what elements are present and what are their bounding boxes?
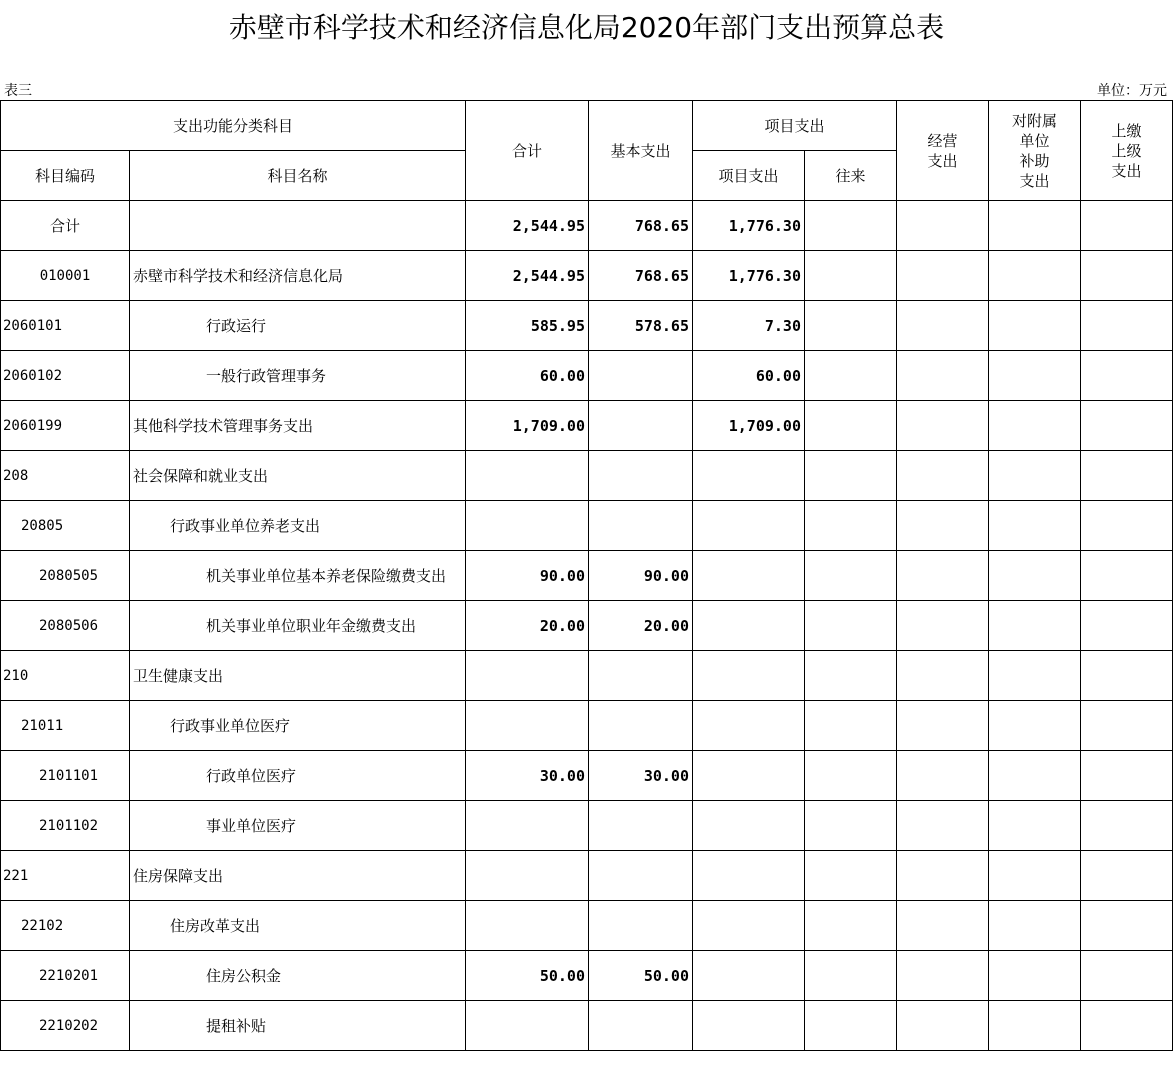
cell-project: 7.30 <box>693 301 805 351</box>
cell-basic <box>589 351 693 401</box>
cell-operating <box>897 751 989 801</box>
cell-total <box>466 701 589 751</box>
cell-project: 60.00 <box>693 351 805 401</box>
cell-basic: 50.00 <box>589 951 693 1001</box>
cell-code: 2101101 <box>1 751 130 801</box>
cell-operating <box>897 801 989 851</box>
cell-operating <box>897 551 989 601</box>
cell-name: 赤壁市科学技术和经济信息化局 <box>130 251 466 301</box>
cell-transfer <box>805 501 897 551</box>
cell-remit <box>1081 201 1173 251</box>
cell-code: 21011 <box>1 701 130 751</box>
header-remit: 上缴 上级 支出 <box>1081 101 1173 201</box>
cell-project <box>693 1001 805 1051</box>
table-row <box>1 1001 1173 1051</box>
cell-total <box>466 1001 589 1051</box>
cell-code: 合计 <box>1 201 130 251</box>
cell-basic <box>589 701 693 751</box>
cell-project <box>693 551 805 601</box>
cell-code: 2080506 <box>1 601 130 651</box>
cell-project <box>693 651 805 701</box>
cell-total <box>466 801 589 851</box>
header-transfer: 往来 <box>805 151 897 201</box>
cell-total: 60.00 <box>466 351 589 401</box>
table-label: 表三 <box>4 83 32 99</box>
cell-basic <box>589 401 693 451</box>
cell-remit <box>1081 251 1173 301</box>
cell-subsidy <box>989 651 1081 701</box>
cell-code: 2210202 <box>1 1001 130 1051</box>
cell-remit <box>1081 301 1173 351</box>
table-row <box>1 501 1173 551</box>
cell-remit <box>1081 701 1173 751</box>
cell-total: 50.00 <box>466 951 589 1001</box>
cell-transfer <box>805 801 897 851</box>
cell-subsidy <box>989 851 1081 901</box>
cell-project <box>693 851 805 901</box>
cell-subsidy <box>989 401 1081 451</box>
page-title: 赤壁市科学技术和经济信息化局2020年部门支出预算总表 <box>228 11 945 44</box>
cell-project: 1,776.30 <box>693 251 805 301</box>
cell-name: 行政事业单位养老支出 <box>130 501 466 551</box>
cell-transfer <box>805 451 897 501</box>
header-subsidy: 对附属 单位 补助 支出 <box>989 101 1081 201</box>
cell-code: 2080505 <box>1 551 130 601</box>
cell-transfer <box>805 901 897 951</box>
header-code: 科目编码 <box>1 151 130 201</box>
cell-remit <box>1081 351 1173 401</box>
cell-name: 一般行政管理事务 <box>130 351 466 401</box>
cell-transfer <box>805 951 897 1001</box>
table-row <box>1 351 1173 401</box>
cell-code: 2060101 <box>1 301 130 351</box>
cell-basic <box>589 801 693 851</box>
cell-subsidy <box>989 501 1081 551</box>
cell-total: 1,709.00 <box>466 401 589 451</box>
cell-project <box>693 751 805 801</box>
cell-transfer <box>805 851 897 901</box>
cell-code: 2101102 <box>1 801 130 851</box>
cell-project <box>693 901 805 951</box>
cell-subsidy <box>989 451 1081 501</box>
cell-basic <box>589 651 693 701</box>
cell-project <box>693 501 805 551</box>
cell-project <box>693 701 805 751</box>
cell-operating <box>897 951 989 1001</box>
cell-name: 社会保障和就业支出 <box>130 451 466 501</box>
cell-code: 2210201 <box>1 951 130 1001</box>
cell-transfer <box>805 401 897 451</box>
cell-subsidy <box>989 351 1081 401</box>
cell-remit <box>1081 601 1173 651</box>
cell-code: 20805 <box>1 501 130 551</box>
cell-remit <box>1081 401 1173 451</box>
cell-operating <box>897 851 989 901</box>
cell-total <box>466 851 589 901</box>
cell-project: 1,776.30 <box>693 201 805 251</box>
cell-code: 010001 <box>1 251 130 301</box>
header-name: 科目名称 <box>130 151 466 201</box>
cell-subsidy <box>989 201 1081 251</box>
cell-name: 住房保障支出 <box>130 851 466 901</box>
header-basic: 基本支出 <box>589 101 693 201</box>
header-operating: 经营 支出 <box>897 101 989 201</box>
table-row <box>1 851 1173 901</box>
cell-remit <box>1081 801 1173 851</box>
cell-subsidy <box>989 551 1081 601</box>
table-row <box>1 551 1173 601</box>
table-row <box>1 751 1173 801</box>
cell-operating <box>897 451 989 501</box>
cell-total: 30.00 <box>466 751 589 801</box>
cell-project: 1,709.00 <box>693 401 805 451</box>
cell-remit <box>1081 901 1173 951</box>
cell-transfer <box>805 751 897 801</box>
cell-operating <box>897 701 989 751</box>
cell-total: 20.00 <box>466 601 589 651</box>
cell-operating <box>897 251 989 301</box>
cell-name: 提租补贴 <box>130 1001 466 1051</box>
cell-name: 机关事业单位职业年金缴费支出 <box>130 601 466 651</box>
table-row <box>1 901 1173 951</box>
cell-basic: 20.00 <box>589 601 693 651</box>
table-row <box>1 301 1173 351</box>
cell-name: 住房改革支出 <box>130 901 466 951</box>
table-row <box>1 701 1173 751</box>
table-row <box>1 601 1173 651</box>
cell-total <box>466 451 589 501</box>
cell-subsidy <box>989 1001 1081 1051</box>
cell-transfer <box>805 251 897 301</box>
header-func-category: 支出功能分类科目 <box>1 101 466 151</box>
cell-remit <box>1081 1001 1173 1051</box>
cell-basic: 578.65 <box>589 301 693 351</box>
cell-basic: 90.00 <box>589 551 693 601</box>
cell-code: 208 <box>1 451 130 501</box>
cell-name: 住房公积金 <box>130 951 466 1001</box>
table-row <box>1 251 1173 301</box>
cell-subsidy <box>989 751 1081 801</box>
cell-basic: 768.65 <box>589 201 693 251</box>
budget-table <box>0 100 1173 1051</box>
cell-code: 2060102 <box>1 351 130 401</box>
cell-operating <box>897 401 989 451</box>
cell-name: 行政运行 <box>130 301 466 351</box>
cell-remit <box>1081 501 1173 551</box>
table-row <box>1 801 1173 851</box>
cell-basic: 768.65 <box>589 251 693 301</box>
cell-total: 90.00 <box>466 551 589 601</box>
table-row <box>1 951 1173 1001</box>
table-row <box>1 201 1173 251</box>
cell-name: 卫生健康支出 <box>130 651 466 701</box>
cell-basic <box>589 851 693 901</box>
cell-name: 事业单位医疗 <box>130 801 466 851</box>
cell-remit <box>1081 551 1173 601</box>
cell-total <box>466 901 589 951</box>
cell-transfer <box>805 1001 897 1051</box>
cell-basic <box>589 1001 693 1051</box>
cell-subsidy <box>989 901 1081 951</box>
cell-transfer <box>805 201 897 251</box>
cell-total: 2,544.95 <box>466 251 589 301</box>
cell-subsidy <box>989 301 1081 351</box>
cell-code: 210 <box>1 651 130 701</box>
cell-remit <box>1081 651 1173 701</box>
cell-project <box>693 601 805 651</box>
cell-remit <box>1081 851 1173 901</box>
cell-subsidy <box>989 701 1081 751</box>
table-row <box>1 651 1173 701</box>
cell-subsidy <box>989 251 1081 301</box>
header-project-group: 项目支出 <box>693 101 897 151</box>
cell-total <box>466 651 589 701</box>
cell-operating <box>897 601 989 651</box>
header-project: 项目支出 <box>693 151 805 201</box>
table-row <box>1 401 1173 451</box>
cell-basic <box>589 501 693 551</box>
cell-total: 585.95 <box>466 301 589 351</box>
cell-transfer <box>805 351 897 401</box>
cell-name: 其他科学技术管理事务支出 <box>130 401 466 451</box>
cell-transfer <box>805 601 897 651</box>
cell-code: 22102 <box>1 901 130 951</box>
cell-total <box>466 501 589 551</box>
cell-operating <box>897 301 989 351</box>
cell-basic <box>589 451 693 501</box>
cell-total: 2,544.95 <box>466 201 589 251</box>
cell-operating <box>897 501 989 551</box>
cell-basic <box>589 901 693 951</box>
cell-subsidy <box>989 951 1081 1001</box>
header-total: 合计 <box>466 101 589 201</box>
cell-name: 机关事业单位基本养老保险缴费支出 <box>130 551 466 601</box>
cell-code: 2060199 <box>1 401 130 451</box>
cell-transfer <box>805 551 897 601</box>
cell-project <box>693 951 805 1001</box>
cell-remit <box>1081 451 1173 501</box>
cell-subsidy <box>989 801 1081 851</box>
unit-label: 单位：万元 <box>1097 83 1167 99</box>
cell-operating <box>897 351 989 401</box>
cell-code: 221 <box>1 851 130 901</box>
cell-operating <box>897 651 989 701</box>
cell-transfer <box>805 301 897 351</box>
cell-name <box>130 201 466 251</box>
cell-transfer <box>805 701 897 751</box>
cell-subsidy <box>989 601 1081 651</box>
cell-transfer <box>805 651 897 701</box>
cell-operating <box>897 901 989 951</box>
cell-project <box>693 801 805 851</box>
cell-basic: 30.00 <box>589 751 693 801</box>
table-row <box>1 451 1173 501</box>
cell-operating <box>897 1001 989 1051</box>
cell-project <box>693 451 805 501</box>
cell-remit <box>1081 951 1173 1001</box>
cell-remit <box>1081 751 1173 801</box>
cell-operating <box>897 201 989 251</box>
cell-name: 行政事业单位医疗 <box>130 701 466 751</box>
cell-name: 行政单位医疗 <box>130 751 466 801</box>
